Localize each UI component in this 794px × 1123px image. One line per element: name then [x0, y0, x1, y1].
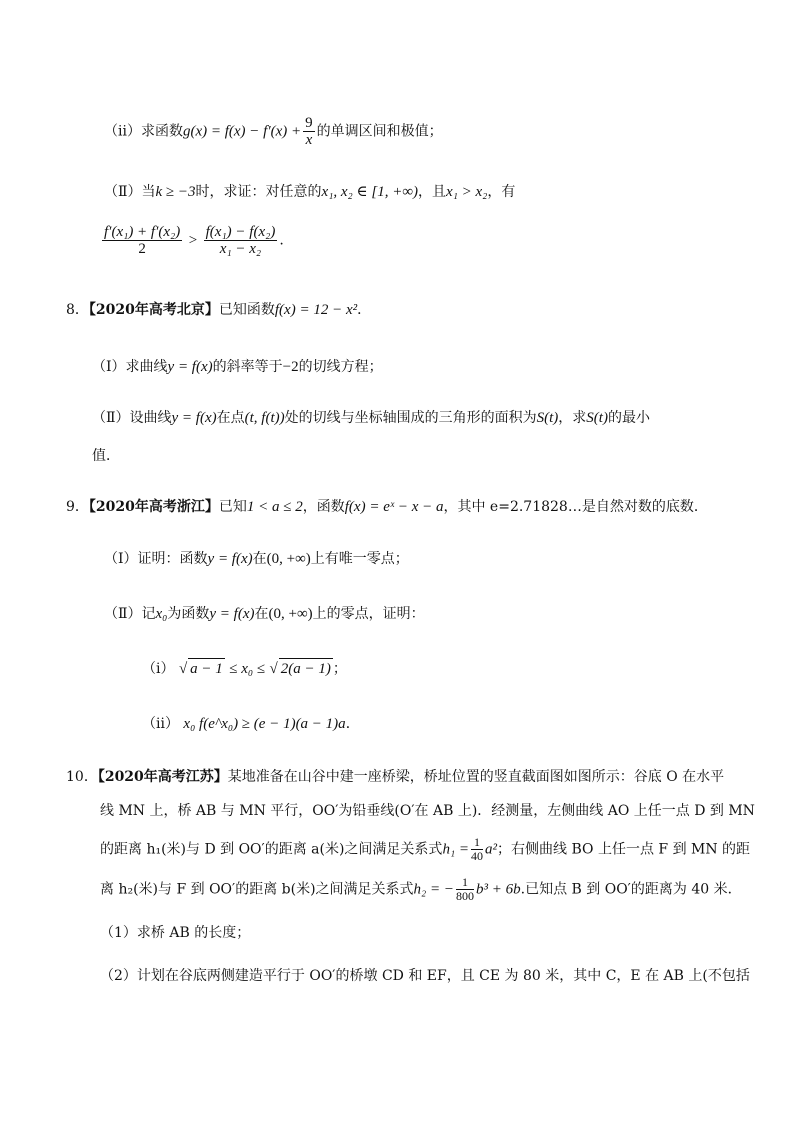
p10-line-3: 的距离 h₁(米)与 D 到 OO′的距离 a(米)之间满足关系式h₁ = $\frac{1}{40}$ a²；右侧曲线 BO 上任一点 F 到 MN 的距: [100, 835, 751, 863]
p9-sub-ii: （ⅱ） x₀ f(e^x₀) ≥ (e − 1)(a − 1)a．: [142, 716, 360, 732]
p10-line-2: 线 MN 上，桥 AB 与 MN 平行，OO′为铅垂线(O′在 AB 上)．经测量，左侧曲线 AO 上任一点 D 到 MN: [100, 803, 755, 819]
source-tag: 【2020年高考江苏】: [97, 769, 228, 785]
sqrt-sign: √: [178, 661, 188, 677]
p7-part-ii: （ⅱ）求函数g(x) = f(x) − f′(x) + $\frac{9}{x}$ 的单调区间和极值；: [104, 115, 443, 148]
math-g-func: g(x) = f(x) − f′(x) +: [182, 123, 302, 140]
p8-part-I: （Ⅰ）求曲线y = f(x)的斜率等于−2的切线方程；: [92, 359, 383, 375]
p8-part-II: （Ⅱ）设曲线y = f(x)在点(t, f(t))处的切线与坐标轴围成的三角形的面积为S(t)，求S(t)的最小: [92, 410, 650, 426]
fraction-1-over-800: $\frac{1}{800}$: [456, 875, 475, 903]
source-tag: 【2020年高考浙江】: [88, 499, 219, 515]
p9-stem: 9．【2020年高考浙江】已知1 < a ≤ 2，函数f(x) = eˣ − x − a，其中 e=2.71828…是自然对数的底数．: [66, 499, 708, 515]
p10-line-4: 离 h₂(米)与 F 到 OO′的距离 b(米)之间满足关系式h₂ = − $\frac{1}{800}$ b³ + 6b.已知点 B 到 OO′的距离为 40 米．: [100, 875, 742, 903]
p10-question-2: （2）计划在谷底两侧建造平行于 OO′的桥墩 CD 和 EF，且 CE 为 80 米，其中 C，E 在 AB 上(不包括: [100, 968, 750, 984]
p8-part-II-cont: 值．: [92, 448, 120, 464]
sqrt-sign: √: [269, 661, 278, 677]
fraction-lhs: $\frac{\text{f′(x₁) + f′(x₂)}}{2}$: [104, 224, 181, 257]
fraction-9-over-x: $\frac{9}{x}$: [305, 115, 313, 148]
fraction-1-over-40: $\frac{1}{40}$: [471, 835, 484, 863]
p10-line-1: 10．【2020年高考江苏】某地准备在山谷中建一座桥梁，桥址位置的竖直截面图如图所示：谷底 O 在水平: [66, 769, 725, 785]
p7-part-II: （Ⅱ）当k ≥ −3时，求证：对任意的x₁, x₂ ∈ [1, +∞)，且x₁ > x₂，有: [104, 184, 516, 200]
fraction-rhs: $\frac{\text{f(x₁) − f(x₂)}}{\text{x₁ − x₂}}$: [205, 224, 276, 257]
p9-part-II: （Ⅱ）记x₀为函数y = f(x)在(0, +∞)上的零点，证明：: [104, 606, 425, 622]
source-tag: 【2020年高考北京】: [88, 302, 219, 318]
p9-sub-i: （ⅰ） √ a − 1 ≤ x₀ ≤ √ 2(a − 1) ；: [142, 658, 347, 679]
p9-part-I: （Ⅰ）证明：函数y = f(x)在(0, +∞)上有唯一零点；: [104, 551, 409, 567]
p10-question-1: （1）求桥 AB 的长度；: [100, 925, 251, 941]
p7-inequality: $\frac{\text{f′(x₁) + f′(x₂)}}{2}$ > $\frac{\text{f(x₁) − f(x₂)}}{\text{x₁ − x₂}}$ .: [104, 224, 284, 257]
p8-stem: 8．【2020年高考北京】已知函数f(x) = 12 − x²．: [66, 302, 372, 318]
